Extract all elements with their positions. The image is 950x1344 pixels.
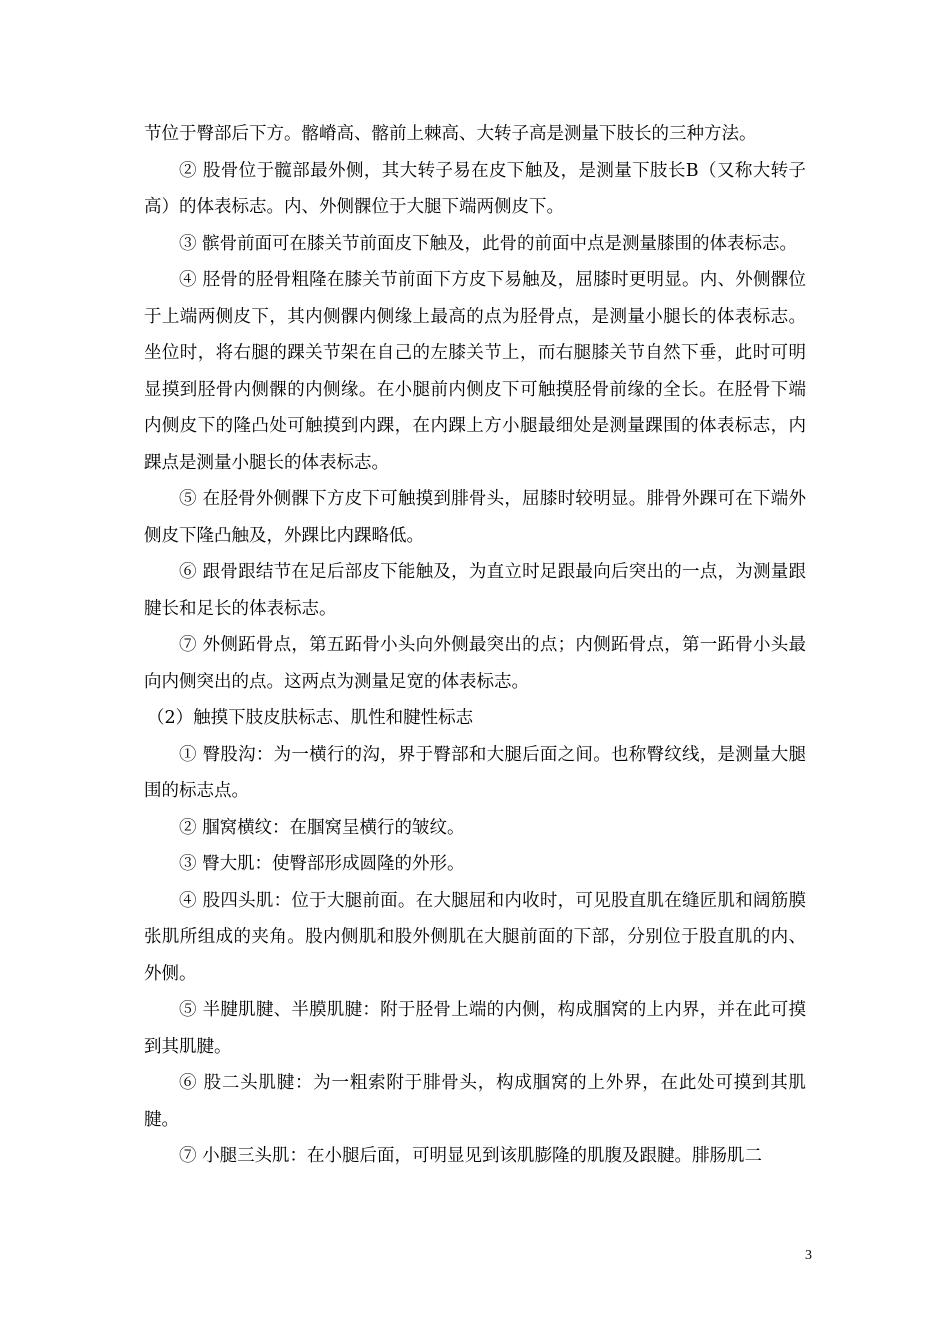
paragraph: ① 臀股沟：为一横行的沟，界于臀部和大腿后面之间。也称臀纹线，是测量大腿围的标志点。	[144, 744, 806, 801]
paragraph: ③ 臀大肌：使臀部形成圆隆的外形。	[179, 854, 465, 874]
paragraph: ⑤ 半腱肌腱、半膜肌腱：附于胫骨上端的内侧，构成腘窝的上内界，并在此可摸到其肌腱。	[144, 1000, 806, 1057]
paragraph: ④ 股四头肌：位于大腿前面。在大腿屈和内收时，可见股直肌在缝匠肌和阔筋膜张肌所组成的夹角。股内侧肌和股外侧肌在大腿前面的下部，分别位于股直肌的内、外侧。	[144, 890, 806, 984]
paragraph: ② 腘窝横纹：在腘窝呈横行的皱纹。	[179, 817, 465, 838]
paragraph: ⑥ 股二头肌腱：为一粗索附于腓骨头，构成腘窝的上外界，在此处可摸到其肌腱。	[144, 1073, 806, 1130]
paragraph: ⑥ 跟骨跟结节在足后部皮下能触及，为直立时足跟最向后突出的一点，为测量跟腱长和足长的体表标志。	[144, 562, 806, 619]
paragraph: ⑤ 在胫骨外侧髁下方皮下可触摸到腓骨头，屈膝时较明显。腓骨外踝可在下端外侧皮下隆凸触及，外踝比内踝略低。	[144, 489, 806, 546]
paragraph: ② 股骨位于髋部最外侧，其大转子易在皮下触及，是测量下肢长B（又称大转子高）的体表标志。内、外侧髁位于大腿下端两侧皮下。	[144, 160, 806, 217]
body-text	[144, 116, 806, 1175]
paragraph: ⑦ 外侧跖骨点，第五跖骨小头向外侧最突出的点；内侧跖骨点，第一跖骨小头最向内侧突出的点。这两点为测量足宽的体表标志。	[144, 635, 806, 692]
section-heading: （2）触摸下肢皮肤标志、肌性和腱性标志	[147, 708, 474, 728]
paragraph: ③ 髌骨前面可在膝关节前面皮下触及，此骨的前面中点是测量膝围的体表标志。	[179, 233, 798, 254]
paragraph: 节位于臀部后下方。髂嵴高、髂前上棘高、大转子高是测量下肢长的三种方法。	[144, 124, 757, 144]
paragraph: ⑦ 小腿三头肌：在小腿后面，可明显见到该肌膨隆的肌腹及跟腱。腓肠肌二	[179, 1146, 763, 1166]
paragraph: ④ 胫骨的胫骨粗隆在膝关节前面下方皮下易触及，屈膝时更明显。内、外侧髁位于上端两侧皮下，其内侧髁内侧缘上最高的点为胫骨点，是测量小腿长的体表标志。坐位时，将右腿的踝关节架在自己的左膝关节上，而右腿膝关节自然下垂，此时可明显摸到胫骨内侧髁的内侧缘。在小腿前内侧皮下可触摸胫骨前缘的全长。在胫骨下端内侧皮下的隆凸处可触摸到内踝，在内踝上方小腿最细处是测量踝围的体表标志，内踝点是测量小腿长的体表标志。	[144, 270, 806, 473]
page-number: 3	[805, 1248, 812, 1263]
